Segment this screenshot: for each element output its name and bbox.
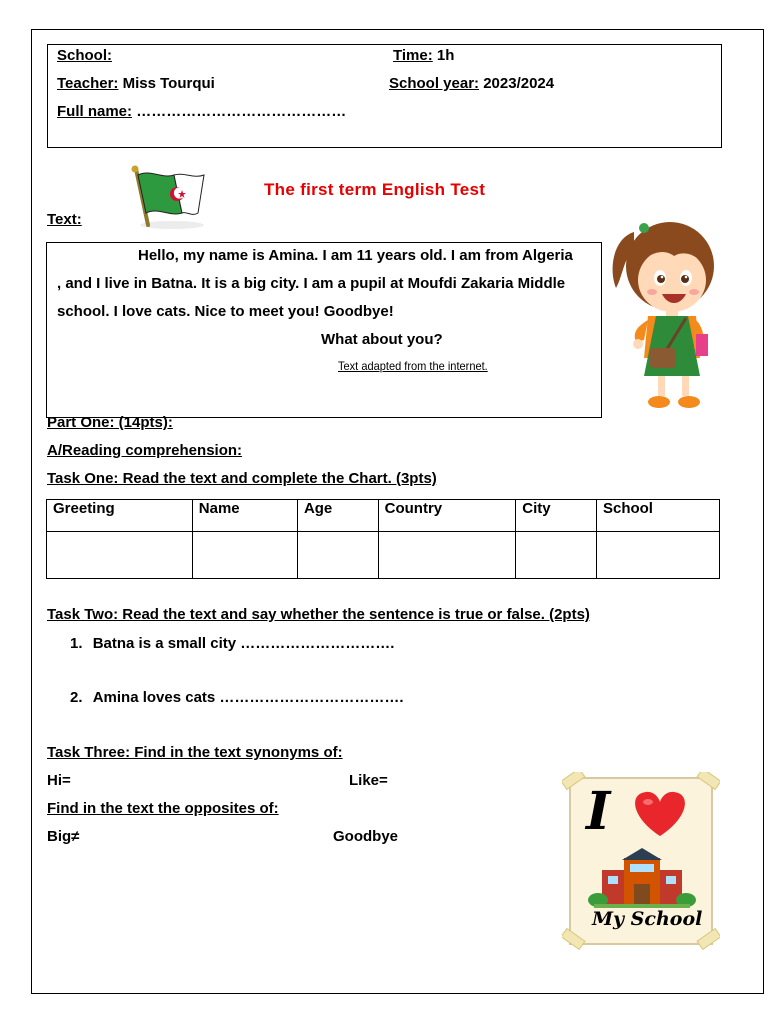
algeria-flag-icon bbox=[128, 163, 210, 231]
answer-cell-age[interactable] bbox=[297, 532, 378, 579]
full-name-field bbox=[57, 103, 346, 120]
school-field bbox=[57, 47, 112, 64]
teacher-field bbox=[57, 75, 215, 92]
item-text: Batna is a small city …………………………. bbox=[92, 635, 395, 652]
answer-cell-school[interactable] bbox=[596, 532, 719, 579]
page-title: The first term English Test bbox=[264, 180, 486, 199]
header-box bbox=[47, 44, 722, 148]
info-chart-table bbox=[46, 499, 720, 579]
chart-column-country: Country bbox=[378, 500, 516, 532]
chart-answer-row bbox=[47, 532, 720, 579]
reading-line-2: , and I live in Batna. It is a big city. I am a pupil at Moufdi Zakaria Middle bbox=[57, 275, 566, 292]
text-label: Text: bbox=[47, 211, 82, 228]
synonym-like: Like= bbox=[349, 772, 388, 789]
chart-column-greeting: Greeting bbox=[47, 500, 193, 532]
school-year-field bbox=[389, 75, 554, 92]
i-love-my-school-poster bbox=[562, 772, 720, 950]
task-one-heading: Task One: Read the text and complete the Chart. (3pts) bbox=[47, 470, 437, 487]
opposite-big: Big≠ bbox=[47, 828, 80, 845]
school-year-value: 2023/2024 bbox=[483, 75, 555, 92]
chart-header-row bbox=[47, 500, 720, 532]
schoolgirl-illustration bbox=[604, 208, 720, 414]
synonym-hi: Hi= bbox=[47, 772, 71, 789]
part-one-heading: Part One: (14pts): bbox=[47, 414, 173, 431]
time-label: Time: bbox=[393, 47, 433, 64]
teacher-label: Teacher: bbox=[57, 75, 119, 92]
school-label: School: bbox=[57, 47, 112, 64]
reading-line-1: Hello, my name is Amina. I am 11 years old. I am from Algeria bbox=[138, 247, 573, 264]
item-text: Amina loves cats ………………………………. bbox=[92, 689, 404, 706]
poster-letter-i: I bbox=[586, 781, 611, 842]
text-source: Text adapted from the internet. bbox=[338, 359, 488, 373]
chart-column-city: City bbox=[516, 500, 597, 532]
full-name-label: Full name: bbox=[57, 103, 133, 120]
reading-line-3: school. I love cats. Nice to meet you! Goodbye! bbox=[57, 303, 394, 320]
time-field bbox=[393, 47, 454, 64]
item-number: 2. bbox=[70, 689, 83, 706]
answer-cell-greeting[interactable] bbox=[47, 532, 193, 579]
reading-comprehension-heading: A/Reading comprehension: bbox=[47, 442, 243, 459]
reading-text-box bbox=[46, 242, 602, 418]
task-two-item-1 bbox=[70, 635, 394, 652]
task-two-heading: Task Two: Read the text and say whether the sentence is true or false. (2pts) bbox=[47, 606, 590, 623]
chart-column-school: School bbox=[596, 500, 719, 532]
time-value: 1h bbox=[436, 47, 455, 64]
reading-line-4: What about you? bbox=[321, 331, 443, 348]
chart-column-name: Name bbox=[192, 500, 297, 532]
full-name-dots: …………………………………… bbox=[136, 103, 347, 120]
task-two-item-2 bbox=[70, 689, 404, 706]
teacher-value: Miss Tourqui bbox=[122, 75, 215, 92]
poster-caption: My School bbox=[592, 908, 703, 930]
task-three-heading: Task Three: Find in the text synonyms of: bbox=[47, 744, 343, 761]
answer-cell-city[interactable] bbox=[516, 532, 597, 579]
school-year-label: School year: bbox=[389, 75, 480, 92]
opposite-goodbye: Goodbye bbox=[333, 828, 399, 845]
item-number: 1. bbox=[70, 635, 83, 652]
opposites-heading: Find in the text the opposites of: bbox=[47, 800, 279, 817]
chart-column-age: Age bbox=[297, 500, 378, 532]
answer-cell-name[interactable] bbox=[192, 532, 297, 579]
answer-cell-country[interactable] bbox=[378, 532, 516, 579]
